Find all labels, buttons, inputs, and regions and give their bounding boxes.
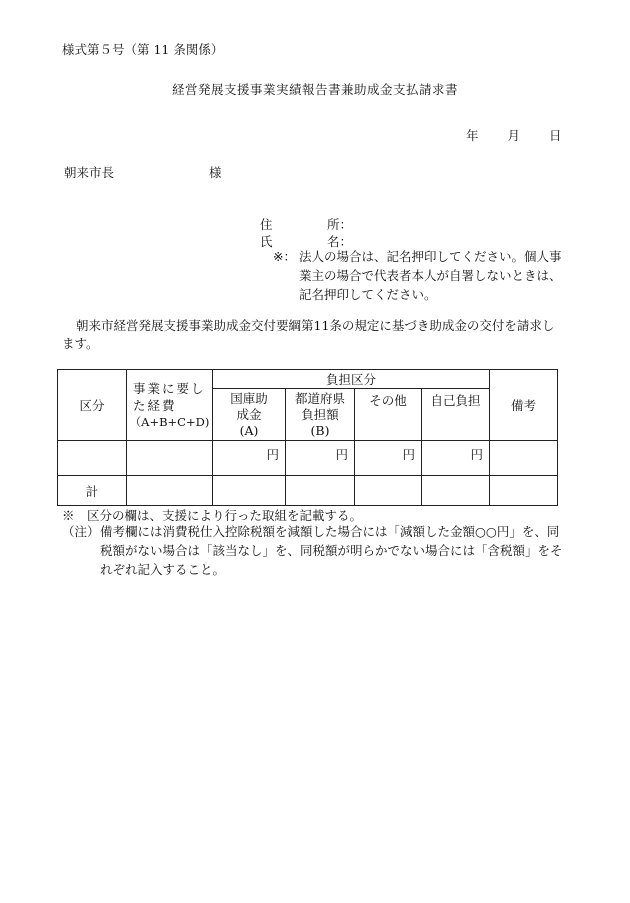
cell-required-cost: [127, 441, 213, 476]
table-total-row: [58, 476, 558, 506]
request-statement: 朝来市経営発展支援事業助成金交付要綱第11条の規定に基づき助成金の交付を請求します。: [62, 318, 555, 351]
header-burden: 負担区分: [213, 370, 490, 389]
header-self: 自己負担: [422, 389, 490, 441]
footnote-category: ※ 区分の欄は、支援により行った取組を記載する。: [62, 508, 363, 523]
footnote-remarks-text: 備考欄には消費税仕入控除税額を減額した場合には「減額した金額○○円」を、同税額がない場合は「該当なし」を、同税額が明らかでない場合には「含税額」をそれぞれ記入すること。: [100, 524, 563, 577]
header-national: [213, 389, 286, 441]
total-label: 計: [58, 476, 127, 506]
total-prefecture: [286, 476, 355, 506]
header-required-cost-formula: （A+B+C+D): [129, 414, 210, 429]
name-label-2: 名：: [327, 234, 353, 249]
footnote-remarks-mark: （注）: [62, 524, 100, 539]
date-year: 年: [466, 128, 479, 143]
note-text: 法人の場合は、記名押印してください。個人事業主の場合で代表者本人が自署しないときは、記名押印してください。: [299, 249, 562, 302]
header-required-cost-label: 事業に要した経費: [133, 380, 206, 413]
header-prefecture-label: 都道府県負担額: [294, 391, 345, 422]
total-required-cost: [127, 476, 213, 506]
addressee-honorific: 様: [209, 165, 222, 180]
footnote-remarks: [62, 522, 567, 579]
addressee: [64, 163, 222, 181]
header-remarks: 備考: [490, 370, 558, 441]
date-line: [466, 126, 562, 144]
total-remarks: [490, 476, 558, 506]
cell-remarks: [490, 441, 558, 476]
total-national: [213, 476, 286, 506]
cell-prefecture-yen: 円: [286, 441, 355, 476]
table-row: [58, 441, 558, 476]
header-category: 区分: [58, 370, 127, 441]
name-label-1: 氏: [260, 234, 273, 249]
address-label-2: 所：: [327, 217, 353, 232]
seal-note: [273, 247, 573, 304]
header-national-code: (A): [239, 423, 259, 438]
total-other: [355, 476, 422, 506]
cell-category: [58, 441, 127, 476]
header-prefecture-code: (B): [310, 423, 330, 438]
cell-other-yen: 円: [355, 441, 422, 476]
header-other: その他: [355, 389, 422, 441]
note-mark: ※：: [273, 249, 296, 264]
expense-table: [57, 369, 558, 506]
cell-national-yen: 円: [213, 441, 286, 476]
header-required-cost: [127, 370, 213, 441]
cell-self-yen: 円: [422, 441, 490, 476]
header-prefecture: [286, 389, 355, 441]
addressee-name: 朝来市長: [64, 165, 115, 180]
document-title: 経営発展支援事業実績報告書兼助成金支払請求書: [171, 82, 458, 97]
form-number: 様式第５号（第 11 条関係）: [62, 42, 224, 57]
address-label-1: 住: [260, 217, 273, 232]
date-day: 日: [549, 128, 562, 143]
header-national-label: 国庫助成金: [230, 391, 268, 422]
applicant-address-row: [260, 215, 352, 233]
total-self: [422, 476, 490, 506]
date-month: 月: [507, 128, 521, 143]
